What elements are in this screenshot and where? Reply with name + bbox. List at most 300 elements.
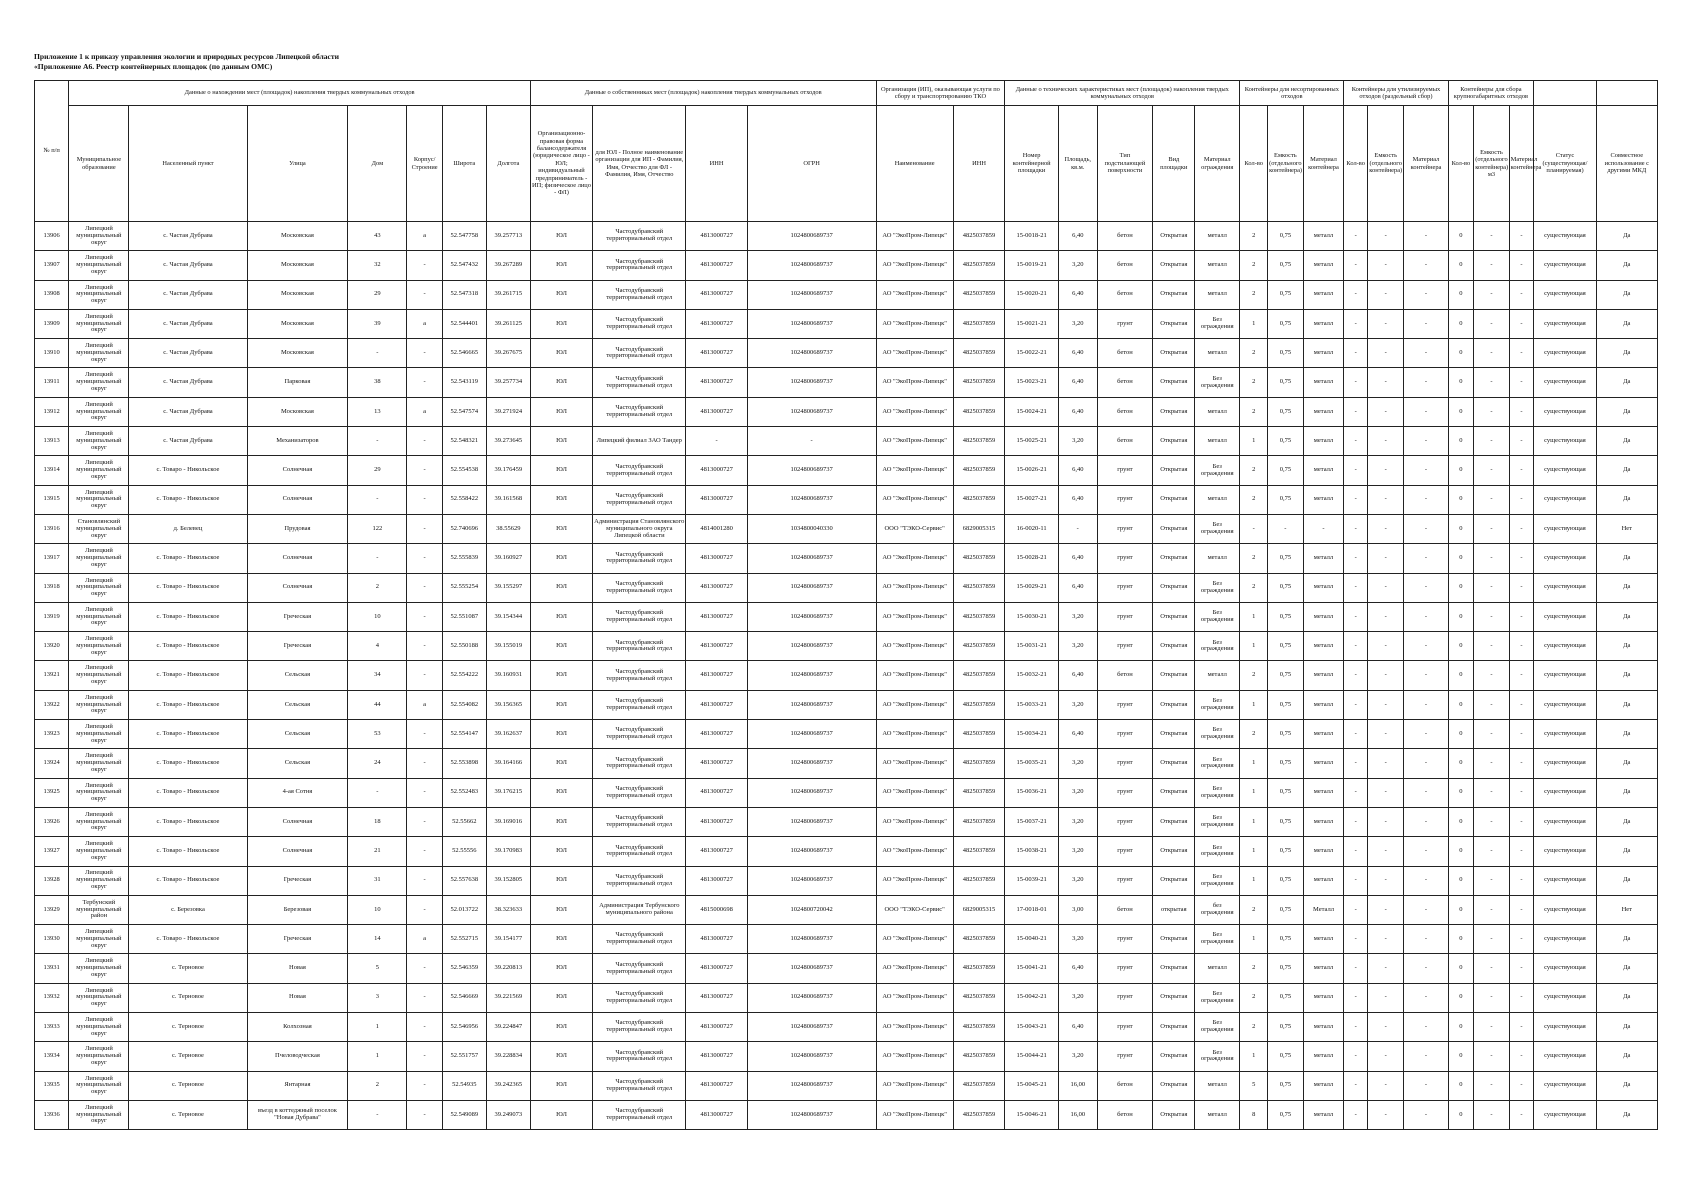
cell-recycling-count: -	[1344, 280, 1368, 309]
cell-unsorted-capacity: 0,75	[1268, 456, 1303, 485]
table-row	[35, 1013, 1658, 1042]
cell-surface-type: грунт	[1097, 456, 1153, 485]
cell-operator-inn: 6829005315	[953, 895, 1005, 924]
cell-owner-name: Частодубравский территориальный отдел	[593, 690, 686, 719]
cell-surface-type: бетон	[1097, 251, 1153, 280]
cell-unsorted-material: металл	[1303, 222, 1344, 251]
cell-surface-type: грунт	[1097, 514, 1153, 543]
cell-latitude: 52.551087	[442, 602, 486, 631]
cell-building: -	[407, 251, 442, 280]
table-row	[35, 895, 1658, 924]
cell-row-number: 13931	[35, 954, 69, 983]
cell-longitude: 39.156365	[486, 690, 530, 719]
cell-bulky-material: -	[1509, 456, 1534, 485]
cell-fence-material: металл	[1195, 1100, 1240, 1129]
cell-recycling-capacity: -	[1368, 690, 1404, 719]
cell-recycling-count: -	[1344, 397, 1368, 426]
cell-status: существующая	[1534, 309, 1596, 338]
cell-bulky-material: -	[1509, 632, 1534, 661]
cell-owner-name: Частодубравский территориальный отдел	[593, 602, 686, 631]
cell-unsorted-capacity: 0,75	[1268, 339, 1303, 368]
cell-site-number: 15-0029-21	[1005, 573, 1059, 602]
cell-street: Березовая	[247, 895, 348, 924]
cell-site-type: Открытая	[1153, 1100, 1195, 1129]
cell-latitude: 52.553898	[442, 749, 486, 778]
cell-row-number: 13934	[35, 1042, 69, 1071]
cell-longitude: 38.55629	[486, 514, 530, 543]
cell-house: 4	[348, 632, 407, 661]
cell-settlement: с. Товаро - Никольское	[129, 485, 247, 514]
cell-recycling-capacity: -	[1368, 1100, 1404, 1129]
cell-municipality: Становлянский муниципальный округ	[69, 514, 129, 543]
cell-bulky-material: -	[1509, 280, 1534, 309]
cell-latitude: 52.547758	[442, 222, 486, 251]
cell-owner-ogrn: 1024800689737	[747, 222, 876, 251]
cell-surface-type: грунт	[1097, 573, 1153, 602]
header-group-bulky-containers: Контейнеры для сбора крупногабаритных отходов	[1448, 81, 1534, 106]
cell-operator-name: АО "ЭкоПром-Липецк"	[876, 222, 953, 251]
cell-owner-ogrn: 1024800689737	[747, 954, 876, 983]
cell-municipality: Липецкий муниципальный округ	[69, 368, 129, 397]
cell-house: 2	[348, 573, 407, 602]
column-header: Емкость (отдельного контейнера)	[1368, 106, 1404, 222]
cell-row-number: 13911	[35, 368, 69, 397]
cell-municipality: Липецкий муниципальный округ	[69, 661, 129, 690]
cell-site-type: Открытая	[1153, 485, 1195, 514]
cell-operator-name: ООО "ТЭКО-Сервис"	[876, 514, 953, 543]
cell-recycling-count: -	[1344, 778, 1368, 807]
cell-owner-inn: 4813000727	[686, 1100, 747, 1129]
cell-bulky-count: 0	[1448, 895, 1474, 924]
cell-operator-inn: 4825037859	[953, 778, 1005, 807]
header-group-location: Данные о нахождении мест (площадок) накопления твердых коммунальных отходов	[69, 81, 531, 106]
cell-recycling-capacity: -	[1368, 251, 1404, 280]
cell-owner-name: Липецкий филиал ЗАО Тандер	[593, 427, 686, 456]
cell-unsorted-count: 2	[1240, 720, 1268, 749]
cell-shared-use: Да	[1596, 251, 1657, 280]
cell-settlement: с. Товаро - Никольское	[129, 632, 247, 661]
cell-surface-type: грунт	[1097, 690, 1153, 719]
cell-area: 6,40	[1058, 544, 1097, 573]
cell-bulky-count: 0	[1448, 602, 1474, 631]
cell-unsorted-count: 2	[1240, 339, 1268, 368]
cell-fence-material: Без ограждения	[1195, 368, 1240, 397]
cell-recycling-material: -	[1404, 602, 1448, 631]
cell-row-number: 13928	[35, 866, 69, 895]
cell-owner-inn: 4813000727	[686, 954, 747, 983]
table-row	[35, 339, 1658, 368]
cell-operator-inn: 4825037859	[953, 749, 1005, 778]
cell-row-number: 13924	[35, 749, 69, 778]
cell-unsorted-capacity: 0,75	[1268, 397, 1303, 426]
cell-bulky-capacity: -	[1474, 837, 1509, 866]
cell-longitude: 39.176459	[486, 456, 530, 485]
cell-recycling-material: -	[1404, 1013, 1448, 1042]
cell-recycling-capacity: -	[1368, 807, 1404, 836]
cell-house: 32	[348, 251, 407, 280]
cell-shared-use: Да	[1596, 632, 1657, 661]
cell-owner-name: Частодубравский территориальный отдел	[593, 368, 686, 397]
cell-recycling-capacity: -	[1368, 895, 1404, 924]
cell-unsorted-capacity: -	[1268, 514, 1303, 543]
cell-status: существующая	[1534, 222, 1596, 251]
cell-recycling-count: -	[1344, 1071, 1368, 1100]
cell-shared-use: Да	[1596, 1042, 1657, 1071]
cell-surface-type: грунт	[1097, 954, 1153, 983]
cell-operator-name: АО "ЭкоПром-Липецк"	[876, 485, 953, 514]
cell-unsorted-count: 2	[1240, 368, 1268, 397]
cell-longitude: 39.257713	[486, 222, 530, 251]
cell-operator-inn: 4825037859	[953, 427, 1005, 456]
cell-owner-inn: 4813000727	[686, 778, 747, 807]
column-header: Материал контейнера	[1404, 106, 1448, 222]
cell-site-number: 15-0044-21	[1005, 1042, 1059, 1071]
cell-building: -	[407, 895, 442, 924]
cell-status: существующая	[1534, 925, 1596, 954]
cell-bulky-count: 0	[1448, 309, 1474, 338]
cell-surface-type: грунт	[1097, 749, 1153, 778]
cell-recycling-count: -	[1344, 983, 1368, 1012]
cell-street: Прудовая	[247, 514, 348, 543]
cell-fence-material: Без ограждения	[1195, 983, 1240, 1012]
cell-settlement: с. Товаро - Никольское	[129, 690, 247, 719]
cell-bulky-count: 0	[1448, 1100, 1474, 1129]
cell-unsorted-material: металл	[1303, 866, 1344, 895]
cell-site-type: Открытая	[1153, 1013, 1195, 1042]
cell-longitude: 39.271924	[486, 397, 530, 426]
cell-unsorted-material: металл	[1303, 280, 1344, 309]
cell-surface-type: бетон	[1097, 368, 1153, 397]
cell-owner-legal-form: ЮЛ	[530, 456, 592, 485]
cell-longitude: 39.162637	[486, 720, 530, 749]
cell-unsorted-count: 1	[1240, 749, 1268, 778]
cell-owner-ogrn: 1024800689737	[747, 339, 876, 368]
cell-bulky-material: -	[1509, 720, 1534, 749]
cell-unsorted-material: металл	[1303, 690, 1344, 719]
cell-recycling-material: -	[1404, 368, 1448, 397]
cell-recycling-material: -	[1404, 397, 1448, 426]
cell-bulky-count: 0	[1448, 720, 1474, 749]
header-group-recycling-containers: Контейнеры для утилизируемых отходов (раздельный сбор)	[1344, 81, 1448, 106]
cell-owner-name: Частодубравский территориальный отдел	[593, 1042, 686, 1071]
cell-owner-name: Частодубравский территориальный отдел	[593, 251, 686, 280]
table-row	[35, 397, 1658, 426]
cell-status: существующая	[1534, 749, 1596, 778]
cell-row-number: 13936	[35, 1100, 69, 1129]
cell-settlement: с. Терновое	[129, 1042, 247, 1071]
table-row	[35, 632, 1658, 661]
cell-shared-use: Да	[1596, 778, 1657, 807]
table-row	[35, 925, 1658, 954]
cell-site-number: 15-0041-21	[1005, 954, 1059, 983]
table-row	[35, 954, 1658, 983]
cell-building: -	[407, 954, 442, 983]
cell-building: -	[407, 339, 442, 368]
cell-building: -	[407, 720, 442, 749]
cell-bulky-material: -	[1509, 661, 1534, 690]
cell-operator-name: АО "ЭкоПром-Липецк"	[876, 778, 953, 807]
cell-site-number: 15-0021-21	[1005, 309, 1059, 338]
cell-latitude: 52.550188	[442, 632, 486, 661]
cell-recycling-material: -	[1404, 749, 1448, 778]
cell-owner-ogrn: 1024800689737	[747, 807, 876, 836]
cell-site-type: Открытая	[1153, 602, 1195, 631]
cell-owner-ogrn: 1024800689737	[747, 749, 876, 778]
cell-recycling-material: -	[1404, 485, 1448, 514]
cell-unsorted-count: 2	[1240, 573, 1268, 602]
cell-municipality: Липецкий муниципальный округ	[69, 690, 129, 719]
cell-unsorted-capacity: 0,75	[1268, 602, 1303, 631]
cell-latitude: 52.554147	[442, 720, 486, 749]
cell-bulky-count: 0	[1448, 514, 1474, 543]
cell-house: 2	[348, 1071, 407, 1100]
cell-building: -	[407, 837, 442, 866]
cell-latitude: 52.558422	[442, 485, 486, 514]
cell-recycling-material: -	[1404, 720, 1448, 749]
cell-fence-material: Без ограждения	[1195, 456, 1240, 485]
cell-latitude: 52.546665	[442, 339, 486, 368]
cell-owner-legal-form: ЮЛ	[530, 280, 592, 309]
cell-bulky-count: 0	[1448, 954, 1474, 983]
cell-operator-inn: 4825037859	[953, 1013, 1005, 1042]
cell-operator-name: АО "ЭкоПром-Липецк"	[876, 602, 953, 631]
cell-building: -	[407, 1100, 442, 1129]
cell-bulky-count: 0	[1448, 1013, 1474, 1042]
column-header: Площадь, кв.м.	[1058, 106, 1097, 222]
cell-site-number: 15-0030-21	[1005, 602, 1059, 631]
cell-house: -	[348, 1100, 407, 1129]
cell-owner-legal-form: ЮЛ	[530, 514, 592, 543]
table-row	[35, 427, 1658, 456]
cell-bulky-material: -	[1509, 573, 1534, 602]
cell-unsorted-material: металл	[1303, 251, 1344, 280]
cell-surface-type: грунт	[1097, 866, 1153, 895]
cell-settlement: с. Частая Дубрава	[129, 251, 247, 280]
cell-owner-legal-form: ЮЛ	[530, 807, 592, 836]
cell-row-number: 13908	[35, 280, 69, 309]
cell-house: -	[348, 485, 407, 514]
cell-row-number: 13915	[35, 485, 69, 514]
cell-recycling-count: -	[1344, 485, 1368, 514]
cell-recycling-count: -	[1344, 807, 1368, 836]
cell-unsorted-count: 2	[1240, 983, 1268, 1012]
cell-settlement: с. Частая Дубрава	[129, 397, 247, 426]
cell-surface-type: грунт	[1097, 309, 1153, 338]
cell-shared-use: Да	[1596, 309, 1657, 338]
cell-surface-type: грунт	[1097, 632, 1153, 661]
table-row	[35, 1042, 1658, 1071]
cell-recycling-count: -	[1344, 368, 1368, 397]
cell-municipality: Липецкий муниципальный округ	[69, 807, 129, 836]
cell-unsorted-count: 2	[1240, 1013, 1268, 1042]
cell-owner-ogrn: 1024800689737	[747, 397, 876, 426]
cell-unsorted-capacity: 0,75	[1268, 280, 1303, 309]
cell-recycling-material: -	[1404, 807, 1448, 836]
cell-operator-name: АО "ЭкоПром-Липецк"	[876, 544, 953, 573]
cell-site-type: Открытая	[1153, 251, 1195, 280]
cell-building: -	[407, 807, 442, 836]
cell-operator-name: АО "ЭкоПром-Липецк"	[876, 1100, 953, 1129]
cell-municipality: Липецкий муниципальный округ	[69, 309, 129, 338]
cell-building: -	[407, 602, 442, 631]
cell-unsorted-material: металл	[1303, 573, 1344, 602]
cell-recycling-capacity: -	[1368, 514, 1404, 543]
cell-recycling-capacity: -	[1368, 778, 1404, 807]
cell-owner-inn: 4813000727	[686, 251, 747, 280]
cell-site-type: Открытая	[1153, 690, 1195, 719]
cell-unsorted-capacity: 0,75	[1268, 1100, 1303, 1129]
cell-owner-name: Частодубравский территориальный отдел	[593, 544, 686, 573]
cell-unsorted-material: металл	[1303, 1013, 1344, 1042]
cell-recycling-count: -	[1344, 954, 1368, 983]
cell-house: 29	[348, 280, 407, 309]
cell-shared-use: Да	[1596, 983, 1657, 1012]
cell-unsorted-count: 8	[1240, 1100, 1268, 1129]
cell-site-type: Открытая	[1153, 397, 1195, 426]
cell-unsorted-count: 1	[1240, 866, 1268, 895]
cell-owner-name: Частодубравский территориальный отдел	[593, 309, 686, 338]
cell-owner-legal-form: ЮЛ	[530, 778, 592, 807]
cell-owner-inn: 4813000727	[686, 837, 747, 866]
cell-status: существующая	[1534, 837, 1596, 866]
cell-fence-material: металл	[1195, 661, 1240, 690]
cell-longitude: 39.154177	[486, 925, 530, 954]
cell-building: -	[407, 280, 442, 309]
cell-row-number: 13916	[35, 514, 69, 543]
cell-owner-inn: 4813000727	[686, 632, 747, 661]
cell-settlement: с. Терновое	[129, 1100, 247, 1129]
cell-recycling-count: -	[1344, 573, 1368, 602]
cell-operator-inn: 4825037859	[953, 632, 1005, 661]
cell-bulky-material: -	[1509, 983, 1534, 1012]
cell-owner-name: Администрация Становлянского муниципального округа Липецкой области	[593, 514, 686, 543]
cell-operator-name: АО "ЭкоПром-Липецк"	[876, 368, 953, 397]
cell-recycling-material: -	[1404, 456, 1448, 485]
cell-fence-material: металл	[1195, 251, 1240, 280]
cell-unsorted-capacity: 0,75	[1268, 925, 1303, 954]
cell-municipality: Липецкий муниципальный округ	[69, 397, 129, 426]
cell-bulky-material: -	[1509, 427, 1534, 456]
cell-site-number: 15-0037-21	[1005, 807, 1059, 836]
cell-recycling-material: -	[1404, 544, 1448, 573]
cell-unsorted-capacity: 0,75	[1268, 837, 1303, 866]
cell-site-type: Открытая	[1153, 368, 1195, 397]
cell-longitude: 39.267289	[486, 251, 530, 280]
cell-site-number: 15-0046-21	[1005, 1100, 1059, 1129]
cell-fence-material: Без ограждения	[1195, 720, 1240, 749]
cell-recycling-material: -	[1404, 778, 1448, 807]
cell-fence-material: металл	[1195, 427, 1240, 456]
cell-unsorted-count: 5	[1240, 1071, 1268, 1100]
cell-bulky-capacity: -	[1474, 778, 1509, 807]
cell-area: 3,20	[1058, 309, 1097, 338]
column-header: Номер контейнерной площадки	[1005, 106, 1059, 222]
cell-bulky-material: -	[1509, 1042, 1534, 1071]
cell-site-type: Открытая	[1153, 456, 1195, 485]
cell-site-type: Открытая	[1153, 573, 1195, 602]
cell-house: 1	[348, 1042, 407, 1071]
cell-bulky-material: -	[1509, 602, 1534, 631]
cell-municipality: Липецкий муниципальный округ	[69, 954, 129, 983]
cell-owner-ogrn: 1024800689737	[747, 280, 876, 309]
cell-longitude: 38.323633	[486, 895, 530, 924]
cell-site-number: 15-0025-21	[1005, 427, 1059, 456]
cell-longitude: 39.155297	[486, 573, 530, 602]
cell-owner-legal-form: ЮЛ	[530, 632, 592, 661]
cell-owner-ogrn: 1024800689737	[747, 690, 876, 719]
cell-unsorted-capacity: 0,75	[1268, 1013, 1303, 1042]
cell-owner-ogrn: 1024800689737	[747, 778, 876, 807]
header-shared-use: Совместное использование с другими МКД	[1596, 106, 1657, 222]
cell-settlement: с. Товаро - Никольское	[129, 456, 247, 485]
cell-owner-inn: 4813000727	[686, 397, 747, 426]
cell-settlement: с. Товаро - Никольское	[129, 925, 247, 954]
cell-row-number: 13909	[35, 309, 69, 338]
cell-bulky-capacity: -	[1474, 1100, 1509, 1129]
cell-owner-legal-form: ЮЛ	[530, 309, 592, 338]
cell-shared-use: Да	[1596, 749, 1657, 778]
cell-recycling-material: -	[1404, 866, 1448, 895]
cell-recycling-material: -	[1404, 309, 1448, 338]
cell-recycling-count: -	[1344, 251, 1368, 280]
cell-site-type: Открытая	[1153, 222, 1195, 251]
cell-status: существующая	[1534, 368, 1596, 397]
cell-latitude: 52.557638	[442, 866, 486, 895]
cell-site-number: 15-0031-21	[1005, 632, 1059, 661]
cell-operator-inn: 4825037859	[953, 368, 1005, 397]
column-header: Наименование	[876, 106, 953, 222]
cell-unsorted-material: металл	[1303, 807, 1344, 836]
cell-latitude: 52.547318	[442, 280, 486, 309]
cell-site-number: 15-0020-21	[1005, 280, 1059, 309]
cell-unsorted-material: металл	[1303, 925, 1344, 954]
cell-street: Янтарная	[247, 1071, 348, 1100]
cell-operator-name: АО "ЭкоПром-Липецк"	[876, 1042, 953, 1071]
column-header: Кол-во	[1240, 106, 1268, 222]
cell-bulky-count: 0	[1448, 573, 1474, 602]
cell-house: -	[348, 427, 407, 456]
cell-bulky-count: 0	[1448, 866, 1474, 895]
cell-latitude: 52.555254	[442, 573, 486, 602]
cell-building: -	[407, 573, 442, 602]
table-row	[35, 485, 1658, 514]
table-row	[35, 690, 1658, 719]
column-header: Улица	[247, 106, 348, 222]
cell-settlement: с. Товаро - Никольское	[129, 807, 247, 836]
cell-fence-material: металл	[1195, 280, 1240, 309]
table-row	[35, 222, 1658, 251]
cell-house: 18	[348, 807, 407, 836]
cell-row-number: 13932	[35, 983, 69, 1012]
cell-row-number: 13914	[35, 456, 69, 485]
header-group-operator: Организация (ИП), оказывающая услуги по сбору и транспортированию ТКО	[876, 81, 1005, 106]
table-row	[35, 456, 1658, 485]
cell-recycling-material: -	[1404, 1100, 1448, 1129]
cell-bulky-material: -	[1509, 339, 1534, 368]
cell-site-number: 15-0036-21	[1005, 778, 1059, 807]
cell-surface-type: грунт	[1097, 925, 1153, 954]
cell-shared-use: Да	[1596, 807, 1657, 836]
cell-recycling-count: -	[1344, 602, 1368, 631]
cell-owner-name: Частодубравский территориальный отдел	[593, 807, 686, 836]
cell-settlement: с. Частая Дубрава	[129, 309, 247, 338]
cell-recycling-capacity: -	[1368, 222, 1404, 251]
cell-latitude: 52.546956	[442, 1013, 486, 1042]
cell-settlement: с. Частая Дубрава	[129, 222, 247, 251]
table-row	[35, 866, 1658, 895]
cell-settlement: с. Терновое	[129, 1071, 247, 1100]
cell-bulky-count: 0	[1448, 368, 1474, 397]
